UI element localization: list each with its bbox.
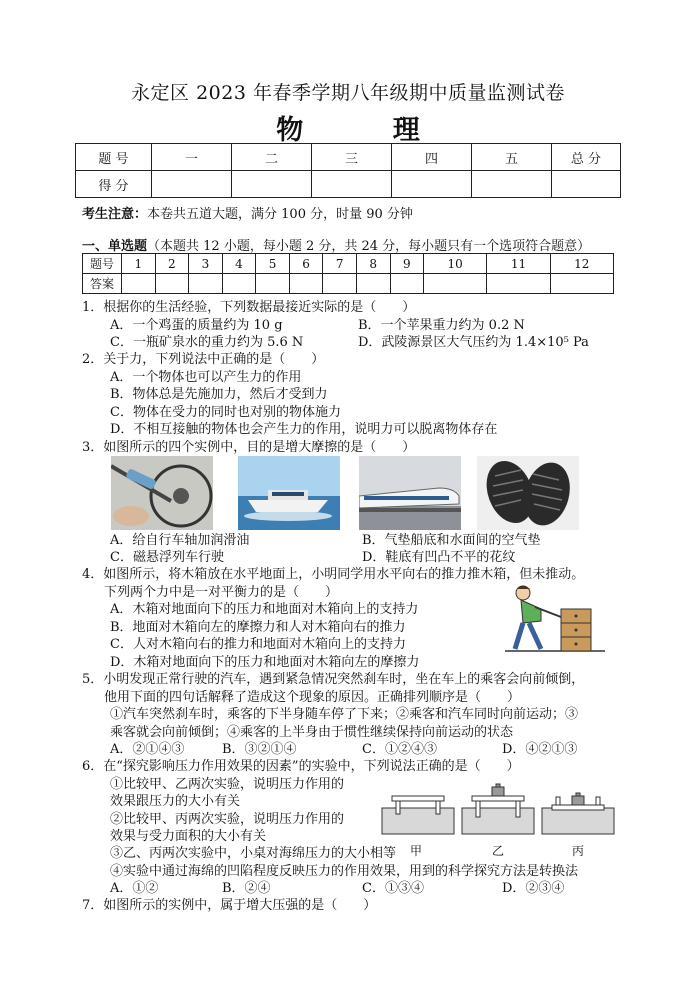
question-5-stem-line2: 他用下面的四句话解释了造成这个现象的原因。正确排列顺序是（ ）	[104, 690, 521, 705]
answer-number-row	[83, 254, 614, 274]
score-cell[interactable]	[152, 171, 232, 198]
score-cell[interactable]	[232, 171, 312, 198]
question-6-statement-3: ③乙、丙两次实验中，小桌对海绵压力的大小相等	[110, 846, 397, 861]
question-6-statement-4: ④实验中通过海绵的凹陷程度反映压力的作用效果，用到的科学探究方法是转换法	[110, 864, 579, 879]
score-header-cell: 三	[312, 144, 392, 171]
question-4-option-d: D．木箱对地面向下的压力和地面对木箱向左的摩擦力	[110, 655, 420, 670]
answer-cell[interactable]	[487, 274, 550, 294]
question-2-option-c: C．物体在受力的同时也对别的物体施力	[110, 405, 341, 420]
question-4-option-c: C．人对木箱向右的推力和地面对木箱向上的支持力	[110, 637, 406, 652]
answer-cell[interactable]	[424, 274, 487, 294]
score-row-label: 得 分	[76, 171, 152, 198]
question-6-statement-2a: ②比较甲、丙两次实验，说明压力作用的	[110, 812, 345, 827]
answer-number: 11	[487, 254, 550, 274]
score-header-cell: 题 号	[76, 144, 152, 171]
section-desc: （本题共 12 小题，每小题 2 分，共 24 分，每小题只有一个选项符合题意）	[147, 239, 591, 254]
score-cell[interactable]	[312, 171, 392, 198]
answer-number: 4	[222, 254, 256, 274]
answer-number: 12	[550, 254, 613, 274]
question-6-statement-2b: 效果与受力面积的大小有关	[110, 829, 267, 844]
question-3-stem: 3．如图所示的四个实例中，目的是增大摩擦的是（ ）	[82, 440, 416, 455]
answer-number: 6	[289, 254, 323, 274]
question-2-option-a: A．一个物体也可以产生力的作用	[110, 370, 302, 385]
question-4-stem-line1: 4．如图所示，将木箱放在水平地面上，小明同学用水平向右的推力推木箱，但未推动。	[82, 567, 585, 582]
question-6-statement-1b: 效果跟压力的大小有关	[110, 794, 241, 809]
question-5-statements-line2: 乘客就会向前倾倒；④乘客的上半身由于惯性继续保持向前运动的状态	[110, 725, 514, 740]
question-2-option-d: D．不相互接触的物体也会产生力的作用，说明力可以脱离物体存在	[110, 422, 498, 437]
section-title: 一、单选题	[82, 239, 148, 254]
answer-number: 9	[390, 254, 424, 274]
question-5-statements-line1: ①汽车突然刹车时，乘客的下半身随车停了下来；②乘客和汽车同时向前运动；③	[110, 707, 579, 722]
score-cell[interactable]	[472, 171, 552, 198]
answer-row	[83, 274, 614, 294]
answer-table	[82, 253, 614, 294]
maglev-train-image	[359, 456, 461, 530]
answer-number: 7	[323, 254, 357, 274]
answer-row-label: 题号	[83, 254, 122, 274]
answer-number: 5	[256, 254, 290, 274]
score-table	[75, 143, 621, 198]
question-6-statement-1a: ①比较甲、乙两次实验，说明压力作用的	[110, 777, 345, 792]
score-cell[interactable]	[392, 171, 472, 198]
answer-cell[interactable]	[323, 274, 357, 294]
question-6-option-d: D．②③④	[502, 881, 565, 896]
notice-text: 本卷共五道大题，满分 100 分，时量 90 分钟	[147, 207, 413, 222]
section-heading	[82, 235, 590, 254]
question-5-option-b: B．③②①④	[222, 742, 297, 757]
question-4-option-a: A．木箱对地面向下的压力和地面对木箱向上的支持力	[110, 602, 419, 617]
question-2-stem: 2．关于力，下列说法中正确的是（ ）	[82, 352, 325, 367]
pressure-experiment-figure	[380, 782, 616, 840]
score-header-cell: 四	[392, 144, 472, 171]
shoe-sole-image	[477, 456, 579, 530]
figure-label-yi: 乙	[492, 844, 505, 858]
question-1-option-c: C．一瓶矿泉水的重力约为 5.6 N	[110, 335, 304, 350]
answer-cell[interactable]	[256, 274, 290, 294]
question-4-option-b: B．地面对木箱向左的摩擦力和人对木箱向右的推力	[110, 620, 406, 635]
question-6-stem: 6．在“探究影响压力作用效果的因素”的实验中，下列说法正确的是（ ）	[82, 759, 520, 774]
bicycle-oiling-image	[111, 456, 213, 530]
exam-notice	[82, 203, 413, 222]
answer-number: 8	[356, 254, 390, 274]
question-3-option-b: B．气垫船底和水面间的空气垫	[362, 533, 541, 548]
subject-title: 物 理	[276, 115, 460, 146]
hovercraft-image	[238, 456, 340, 530]
question-5-option-c: C．①②④③	[362, 742, 437, 757]
question-3-option-d: D．鞋底有凹凸不平的花纹	[362, 550, 516, 565]
answer-cell[interactable]	[289, 274, 323, 294]
answer-cell[interactable]	[222, 274, 256, 294]
answer-cell[interactable]	[550, 274, 613, 294]
exam-title: 永定区 2023 年春季学期八年级期中质量监测试卷	[131, 82, 565, 104]
notice-label: 考生注意：	[82, 207, 148, 222]
answer-cell[interactable]	[189, 274, 223, 294]
question-7-stem: 7．如图所示的实例中，属于增大压强的是（ ）	[82, 898, 377, 913]
score-header-cell: 一	[152, 144, 232, 171]
question-2-option-b: B．物体总是先施加力，然后才受到力	[110, 387, 328, 402]
question-6-option-a: A．①②	[110, 881, 159, 896]
score-header-cell: 五	[472, 144, 552, 171]
question-5-stem-line1: 5．小明发现正常行驶的汽车，遇到紧急情况突然刹车时，坐在车上的乘客会向前倾倒，	[82, 672, 585, 687]
figure-label-jia: 甲	[410, 844, 423, 858]
score-value-row	[76, 171, 621, 198]
score-header-row	[76, 144, 621, 171]
answer-cell[interactable]	[122, 274, 156, 294]
score-cell[interactable]	[552, 171, 621, 198]
answer-number: 3	[189, 254, 223, 274]
score-header-cell: 总 分	[552, 144, 621, 171]
answer-number: 2	[155, 254, 189, 274]
question-4-stem-line2: 下列两个力中是一对平衡力的是（ ）	[104, 585, 339, 600]
answer-cell[interactable]	[390, 274, 424, 294]
question-6-option-c: C．①③④	[362, 881, 424, 896]
answer-row-label: 答案	[83, 274, 122, 294]
question-1-option-a: A．一个鸡蛋的质量约为 10 g	[110, 318, 283, 333]
question-5-option-a: A．②①④③	[110, 742, 185, 757]
figure-label-bing: 丙	[572, 844, 585, 858]
score-header-cell: 二	[232, 144, 312, 171]
answer-cell[interactable]	[155, 274, 189, 294]
answer-cell[interactable]	[356, 274, 390, 294]
answer-number: 10	[424, 254, 487, 274]
answer-number: 1	[122, 254, 156, 274]
question-6-option-b: B．②④	[222, 881, 271, 896]
question-3-option-c: C．磁悬浮列车行驶	[110, 550, 224, 565]
boy-pushing-box-image	[505, 583, 605, 655]
question-1-option-d: D．武陵源景区大气压约为 1.4×10⁵ Pa	[358, 335, 589, 350]
question-1-stem: 1．根据你的生活经验，下列数据最接近实际的是（ ）	[82, 300, 416, 315]
question-1-option-b: B．一个苹果重力约为 0.2 N	[358, 318, 525, 333]
question-5-option-d: D．④②①③	[502, 742, 578, 757]
question-3-option-a: A．给自行车轴加润滑油	[110, 533, 250, 548]
